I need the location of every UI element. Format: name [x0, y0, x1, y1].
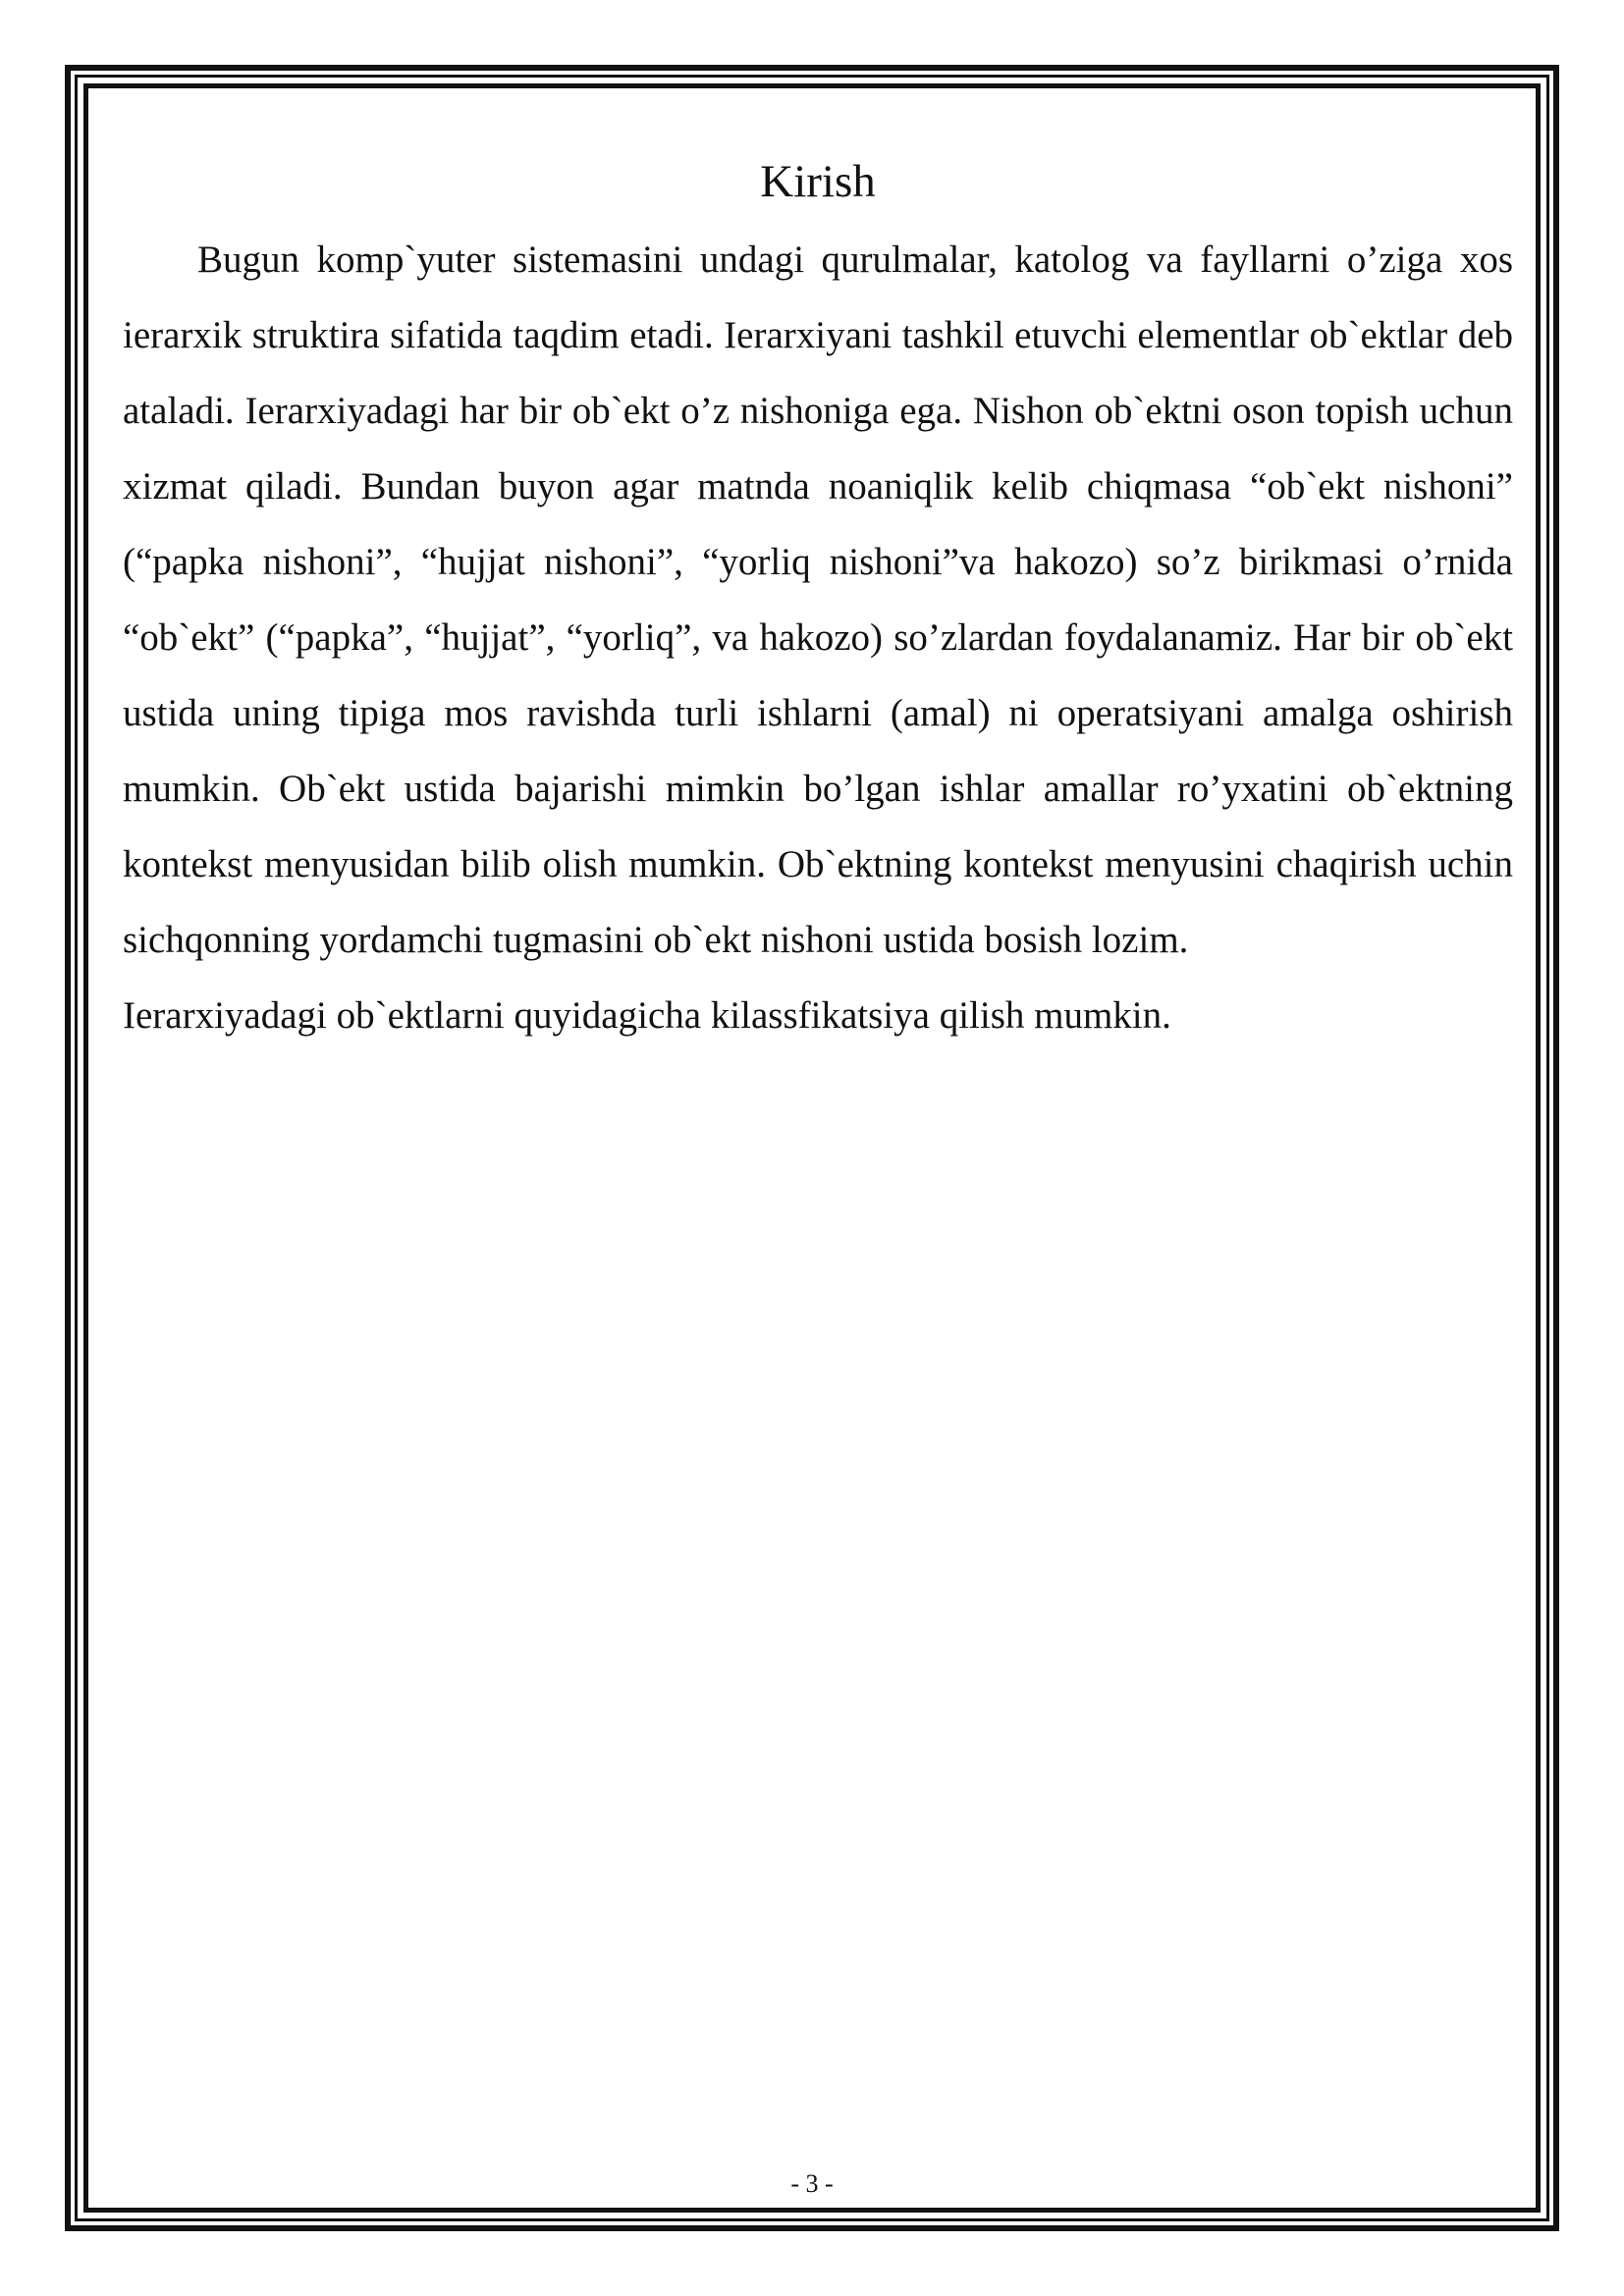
page-content — [123, 147, 1513, 1053]
page-number: - 3 - — [790, 2169, 834, 2198]
document-title: Kirish — [760, 156, 876, 207]
body-paragraph-closing: Ierarxiyadagi ob`ektlarni quyidagicha kilassfikatsiya qilish mumkin. — [123, 994, 1171, 1037]
body-paragraph: Bugun komp`yuter sistemasini undagi qurulmalar, katolog va fayllarni o’ziga xos ierarxik struktira sifatida taqdim etadi. Ierarxiyani tashkil etuvchi elementlar ob`ektlar deb ataladi. Ierarxiyadagi har bir ob`ekt o’z nishoniga ega. Nishon ob`ektni oson topish uchun xizmat qiladi. Bundan buyon agar matnda noaniqlik kelib chiqmasa “ob`ekt nishoni” (“papka nishoni”, “hujjat nishoni”, “yorliq nishoni”va hakozo) so’z birikmasi o’rnida “ob`ekt” (“papka”, “hujjat”, “yorliq”, va hakozo) so’zlardan foydalanamiz. Har bir ob`ekt ustida uning tipiga mos ravishda turli ishlarni (amal) ni operatsiyani amalga oshirish mumkin. Ob`ekt ustida bajarishi mimkin bo’lgan ishlar amallar ro’yxatini ob`ektning kontekst menyusidan bilib olish mumkin. Ob`ektning kontekst menyusini chaqirish uchin sichqonning yordamchi tugmasini ob`ekt nishoni ustida bosish lozim. — [123, 239, 1513, 961]
